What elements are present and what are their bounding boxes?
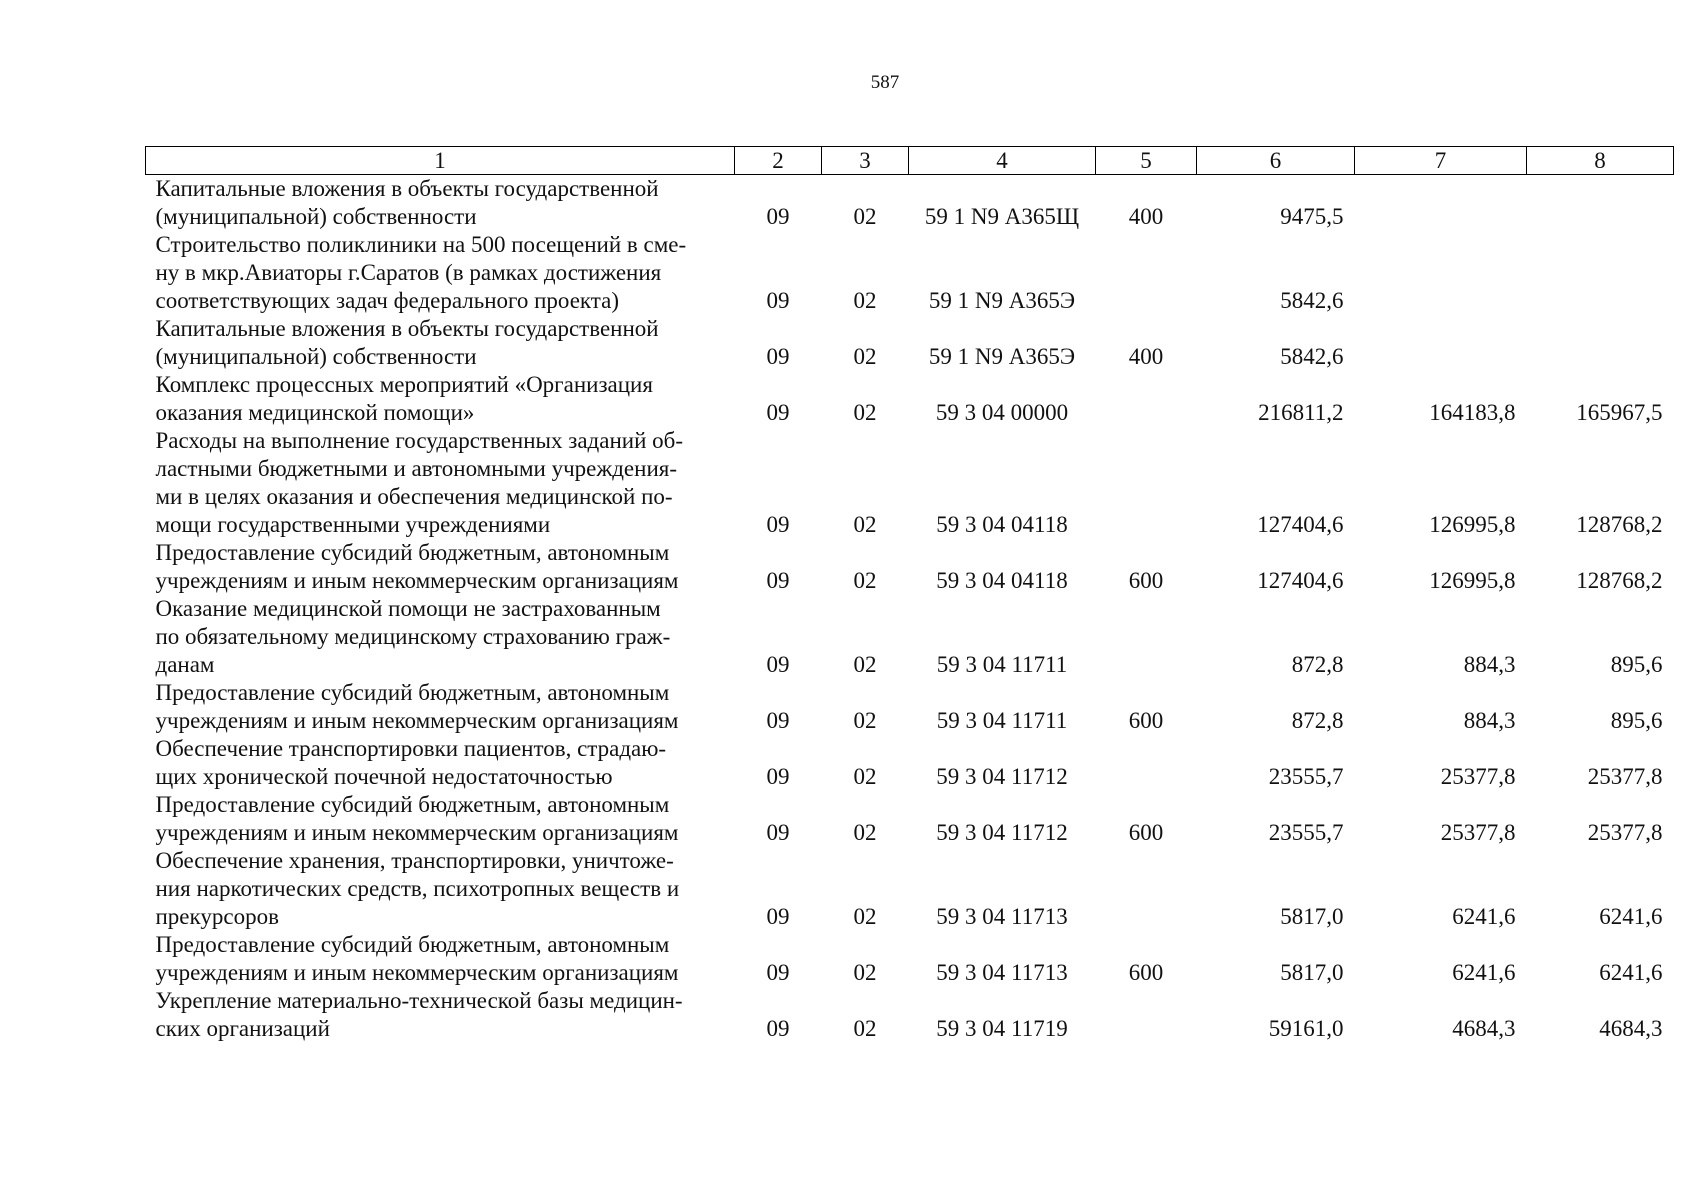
amount-year3-cell: 25377,8 — [1587, 764, 1663, 789]
column-header: 6 — [1197, 147, 1355, 175]
amount-year3-cell: 25377,8 — [1587, 820, 1663, 845]
row-name-cell — [146, 595, 735, 679]
amount-year1-cell: 9475,5 — [1280, 204, 1344, 229]
amount-year2-cell: 126995,8 — [1429, 568, 1516, 593]
table-row — [146, 315, 1674, 371]
chapter-code-cell: 09 — [766, 568, 790, 593]
row-name-line: Предоставление субсидий бюджетным, автономным — [155, 792, 670, 817]
expense-type-cell: 600 — [1128, 960, 1164, 985]
amount-year1-cell: 127404,6 — [1257, 512, 1344, 537]
subsection-code-cell: 02 — [853, 288, 877, 313]
table-row — [146, 175, 1674, 232]
amount-year3-cell: 4684,3 — [1599, 1016, 1663, 1041]
expense-type-cell: 400 — [1128, 204, 1164, 229]
row-name-line: Строительство поликлиники на 500 посещений в сме- — [155, 232, 687, 257]
row-name-cell — [146, 791, 735, 847]
column-header: 3 — [822, 147, 909, 175]
row-name-cell — [146, 931, 735, 987]
column-header: 8 — [1527, 147, 1674, 175]
row-name-line: Предоставление субсидий бюджетным, автономным — [155, 932, 670, 957]
amount-year2-cell: 25377,8 — [1440, 820, 1516, 845]
subsection-code-cell: 02 — [853, 708, 877, 733]
amount-year2-cell: 25377,8 — [1440, 764, 1516, 789]
table-row — [146, 735, 1674, 791]
subsection-code-cell: 02 — [853, 904, 877, 929]
subsection-code-cell: 02 — [853, 652, 877, 677]
chapter-code-cell: 09 — [766, 904, 790, 929]
amount-year1-cell: 127404,6 — [1257, 568, 1344, 593]
row-name-cell — [146, 427, 735, 539]
amount-year3-cell — [1527, 175, 1674, 232]
row-name-cell — [146, 735, 735, 791]
row-name-line: учреждениям и иным некоммерческим организациям — [155, 960, 679, 985]
row-name-line: ния наркотических средств, психотропных веществ и — [155, 876, 680, 901]
target-item-code-cell: 59 1 N9 А365Э — [928, 288, 1076, 313]
row-name-line: Предоставление субсидий бюджетным, автономным — [155, 680, 670, 705]
amount-year2-cell: 6241,6 — [1452, 960, 1516, 985]
amount-year3-cell: 895,6 — [1610, 708, 1663, 733]
subsection-code-cell: 02 — [853, 400, 877, 425]
chapter-code-cell: 09 — [766, 960, 790, 985]
column-header: 1 — [146, 147, 735, 175]
amount-year3-cell: 128768,2 — [1576, 512, 1663, 537]
amount-year3-cell: 895,6 — [1610, 652, 1663, 677]
row-name-line: ми в целях оказания и обеспечения медицинской по- — [155, 484, 673, 509]
row-name-line: Предоставление субсидий бюджетным, автономным — [155, 540, 670, 565]
row-name-line: ских организаций — [155, 1016, 330, 1041]
amount-year1-cell: 23555,7 — [1268, 820, 1344, 845]
subsection-code-cell: 02 — [853, 512, 877, 537]
expense-type-cell — [1096, 847, 1197, 931]
target-item-code-cell: 59 3 04 11719 — [936, 1016, 1068, 1041]
chapter-code-cell: 09 — [766, 400, 790, 425]
target-item-code-cell: 59 3 04 00000 — [935, 400, 1069, 425]
column-header: 5 — [1096, 147, 1197, 175]
table-row — [146, 595, 1674, 679]
column-header: 2 — [735, 147, 822, 175]
row-name-line: (муниципальной) собственности — [155, 344, 477, 369]
subsection-code-cell: 02 — [853, 568, 877, 593]
table-row — [146, 847, 1674, 931]
row-name-cell — [146, 371, 735, 427]
amount-year1-cell: 872,8 — [1291, 652, 1344, 677]
expense-type-cell — [1096, 231, 1197, 315]
row-name-cell — [146, 987, 735, 1043]
chapter-code-cell: 09 — [766, 708, 790, 733]
expense-type-cell — [1096, 427, 1197, 539]
table-row — [146, 931, 1674, 987]
amount-year1-cell: 5817,0 — [1280, 904, 1344, 929]
target-item-code-cell: 59 3 04 04118 — [936, 568, 1068, 593]
row-name-line: (муниципальной) собственности — [155, 204, 477, 229]
table-header-row — [146, 147, 1674, 175]
amount-year2-cell — [1355, 175, 1527, 232]
target-item-code-cell: 59 3 04 11713 — [936, 904, 1068, 929]
amount-year1-cell: 5817,0 — [1280, 960, 1344, 985]
target-item-code-cell: 59 3 04 11712 — [936, 820, 1068, 845]
expense-type-cell — [1096, 371, 1197, 427]
subsection-code-cell: 02 — [853, 1016, 877, 1041]
row-name-cell — [146, 679, 735, 735]
table-row — [146, 539, 1674, 595]
budget-table — [145, 146, 1674, 1043]
row-name-line: Капитальные вложения в объекты государственной — [155, 176, 659, 201]
chapter-code-cell: 09 — [766, 288, 790, 313]
row-name-line: Обеспечение транспортировки пациентов, страдаю- — [155, 736, 667, 761]
target-item-code-cell: 59 1 N9 А365Щ — [924, 204, 1080, 229]
table-row — [146, 679, 1674, 735]
amount-year1-cell: 872,8 — [1291, 708, 1344, 733]
target-item-code-cell: 59 3 04 11712 — [936, 764, 1068, 789]
table-row — [146, 427, 1674, 539]
amount-year2-cell — [1355, 315, 1527, 371]
row-name-line: Обеспечение хранения, транспортировки, уничтоже- — [155, 848, 674, 873]
amount-year1-cell: 5842,6 — [1280, 288, 1344, 313]
target-item-code-cell: 59 3 04 04118 — [936, 512, 1068, 537]
expense-type-cell: 400 — [1128, 344, 1164, 369]
row-name-line: учреждениям и иным некоммерческим организациям — [155, 568, 679, 593]
table-row — [146, 371, 1674, 427]
column-header: 4 — [909, 147, 1096, 175]
target-item-code-cell: 59 3 04 11711 — [936, 652, 1068, 677]
amount-year3-cell: 6241,6 — [1599, 960, 1663, 985]
target-item-code-cell: 59 3 04 11713 — [936, 960, 1068, 985]
amount-year3-cell: 6241,6 — [1599, 904, 1663, 929]
table-row — [146, 791, 1674, 847]
column-header: 7 — [1355, 147, 1527, 175]
amount-year1-cell: 216811,2 — [1258, 400, 1344, 425]
amount-year1-cell: 59161,0 — [1268, 1016, 1344, 1041]
row-name-cell — [146, 231, 735, 315]
subsection-code-cell: 02 — [853, 204, 877, 229]
subsection-code-cell: 02 — [853, 764, 877, 789]
amount-year3-cell — [1527, 231, 1674, 315]
expense-type-cell — [1096, 595, 1197, 679]
row-name-cell — [146, 539, 735, 595]
row-name-line: Оказание медицинской помощи не застрахованным — [155, 596, 661, 621]
row-name-cell — [146, 315, 735, 371]
row-name-cell — [146, 847, 735, 931]
row-name-line: мощи государственными учреждениями — [155, 512, 551, 537]
row-name-line: по обязательному медицинскому страхованию граж- — [155, 624, 671, 649]
expense-type-cell: 600 — [1128, 820, 1164, 845]
row-name-line: Капитальные вложения в объекты государственной — [155, 316, 659, 341]
amount-year2-cell — [1355, 231, 1527, 315]
amount-year1-cell: 23555,7 — [1268, 764, 1344, 789]
subsection-code-cell: 02 — [853, 960, 877, 985]
row-name-line: Укрепление материально-технической базы медицин- — [155, 988, 683, 1013]
amount-year2-cell: 884,3 — [1463, 652, 1516, 677]
expense-type-cell — [1096, 735, 1197, 791]
row-name-line: прекурсоров — [155, 904, 279, 929]
target-item-code-cell: 59 3 04 11711 — [936, 708, 1068, 733]
row-name-line: ну в мкр.Авиаторы г.Саратов (в рамках достижения — [155, 260, 662, 285]
row-name-line: щих хронической почечной недостаточностью — [155, 764, 613, 789]
row-name-line: Комплекс процессных мероприятий «Организация — [155, 372, 653, 397]
amount-year3-cell: 165967,5 — [1576, 400, 1663, 425]
chapter-code-cell: 09 — [766, 820, 790, 845]
expense-type-cell: 600 — [1128, 708, 1164, 733]
chapter-code-cell: 09 — [766, 764, 790, 789]
subsection-code-cell: 02 — [853, 344, 877, 369]
amount-year2-cell: 126995,8 — [1429, 512, 1516, 537]
chapter-code-cell: 09 — [766, 652, 790, 677]
row-name-cell — [146, 175, 735, 232]
row-name-line: Расходы на выполнение государственных заданий об- — [155, 428, 683, 453]
chapter-code-cell: 09 — [766, 512, 790, 537]
chapter-code-cell: 09 — [766, 204, 790, 229]
amount-year2-cell: 884,3 — [1463, 708, 1516, 733]
expense-type-cell: 600 — [1128, 568, 1164, 593]
row-name-line: данам — [155, 652, 215, 677]
amount-year3-cell — [1527, 315, 1674, 371]
row-name-line: учреждениям и иным некоммерческим организациям — [155, 708, 679, 733]
target-item-code-cell: 59 1 N9 А365Э — [928, 344, 1076, 369]
expense-type-cell — [1096, 987, 1197, 1043]
row-name-line: учреждениям и иным некоммерческим организациям — [155, 820, 679, 845]
table-row — [146, 231, 1674, 315]
row-name-line: соответствующих задач федерального проекта) — [155, 288, 619, 313]
row-name-line: оказания медицинской помощи» — [155, 400, 475, 425]
row-name-line: ластными бюджетными и автономными учреждения- — [155, 456, 677, 481]
amount-year3-cell: 128768,2 — [1576, 568, 1663, 593]
page-number: 587 — [870, 72, 900, 93]
chapter-code-cell: 09 — [766, 1016, 790, 1041]
chapter-code-cell: 09 — [766, 344, 790, 369]
amount-year2-cell: 6241,6 — [1452, 904, 1516, 929]
amount-year2-cell: 164183,8 — [1429, 400, 1516, 425]
amount-year2-cell: 4684,3 — [1452, 1016, 1516, 1041]
table-body — [146, 175, 1674, 1044]
subsection-code-cell: 02 — [853, 820, 877, 845]
amount-year1-cell: 5842,6 — [1280, 344, 1344, 369]
table-row — [146, 987, 1674, 1043]
